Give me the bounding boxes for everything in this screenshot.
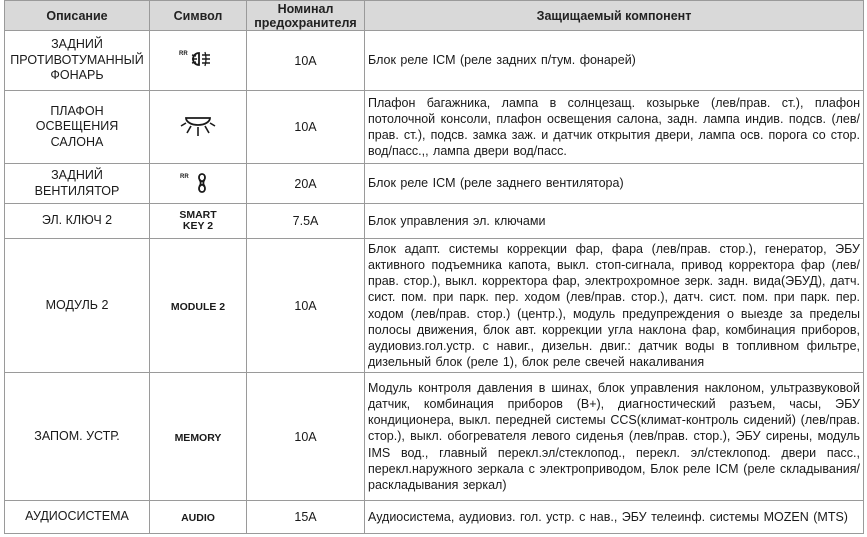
rear-fog-lamp-icon [179,47,217,74]
row-rating: 10A [247,31,365,91]
table-row [5,204,864,239]
row-symbol [150,91,247,164]
row-rating: 10A [247,91,365,164]
row-rating: 10A [247,239,365,373]
row-symbol [150,204,247,239]
header-symbol: Символ [150,1,247,31]
row-component: Блок реле ICM (реле заднего вентилятора) [365,164,864,204]
table-row [5,164,864,204]
symbol-code: MEMORY [174,431,222,444]
interior-lamp-icon [180,114,216,141]
row-component: Аудиосистема, аудиовиз. гол. устр. с нав., ЭБУ телеинф. системы MOZEN (MTS) [365,501,864,534]
row-description: ЗАПОМ. УСТР. [5,373,150,501]
row-description: ЗАДНИЙ ПРОТИВОТУМАННЫЙ ФОНАРЬ [5,31,150,91]
row-symbol [150,239,247,373]
row-description: ЗАДНИЙ ВЕНТИЛЯТОР [5,164,150,204]
row-component: Блок управления эл. ключами [365,204,864,239]
row-symbol [150,501,247,534]
row-symbol [150,373,247,501]
header-rating: Номинал предохранителя [247,1,365,31]
row-description: АУДИОСИСТЕМА [5,501,150,534]
row-symbol [150,164,247,204]
table-row [5,501,864,534]
row-description: ЭЛ. КЛЮЧ 2 [5,204,150,239]
table-row [5,373,864,501]
row-component: Блок реле ICM (реле задних п/тум. фонарей) [365,31,864,91]
row-component: Модуль контроля давления в шинах, блок управления наклоном, ультразвуковой датчик, комбинация приборов (B+), диагностический разъем, часы, ЭБУ кондиционера, выкл. передней системы CCS(климат-контроль сидений) (лев/прав. стор.), выкл. обогревателя левого сиденья (лев/прав. стор.), ЭБУ сирены, модуль IMS вод., главный перекл.эл/стеклопод., перекл. эл/стеклопод. двери пасс., перекл.наружного зеркала с электроприводом, Блок реле ICM (реле складывания/раскладывания зеркал) [365,373,864,501]
symbol-code: MODULE 2 [170,300,226,313]
table-row [5,239,864,373]
row-description: МОДУЛЬ 2 [5,239,150,373]
row-rating: 15A [247,501,365,534]
row-rating: 7.5A [247,204,365,239]
row-rating: 20A [247,164,365,204]
header-description: Описание [5,1,150,31]
symbol-code: AUDIO [181,512,215,524]
row-rating: 10A [247,373,365,501]
rr-label: RR [179,51,188,57]
fuse-table [4,0,864,534]
row-component: Плафон багажника, лампа в солнцезащ. козырьке (лев/прав. ст.), плафон потолочной консоли, плафон освещения салона, задн. лампа индив. подсв. (лев/прав. ст.), подсв. замка заж. и датчик открытия двери, лампа осв. порога со стор. вод/пасс.,, лампа двери вод/пасс. [365,91,864,164]
table-row [5,91,864,164]
row-component: Блок адапт. системы коррекции фар, фара (лев/прав. стор.), генератор, ЭБУ активного подъемника капота, выкл. стоп-сигнала, привод корректора фар (лев/прав. стор.), выкл. корректора фар, электрохромное зерк. задн. вида(ЭБУД), датч. сист. пом. при парк. пер. ходом (лев/прав. стор.), датч. сист. пом. при парк. пер. ходом (лев/прав. стор.) (центр.), модуль предупреждения о выезде за пределы полосы движения, блок авт. коррекции угла наклона фар, комбинация приборов, аудиовиз.гол.устр. с навиг., дизельн. двиг.: датчик воды в топливном фильтре, дизельный блок (реле 1), блок реле свечей накаливания [365,239,864,373]
header-component: Защищаемый компонент [365,1,864,31]
row-description: ПЛАФОН ОСВЕЩЕНИЯ САЛОНА [5,91,150,164]
table-row [5,31,864,91]
symbol-code: SMART KEY 2 [179,209,217,232]
rr-label: RR [180,174,189,180]
rear-fan-icon [180,170,216,197]
row-symbol [150,31,247,91]
header-row [5,1,864,31]
